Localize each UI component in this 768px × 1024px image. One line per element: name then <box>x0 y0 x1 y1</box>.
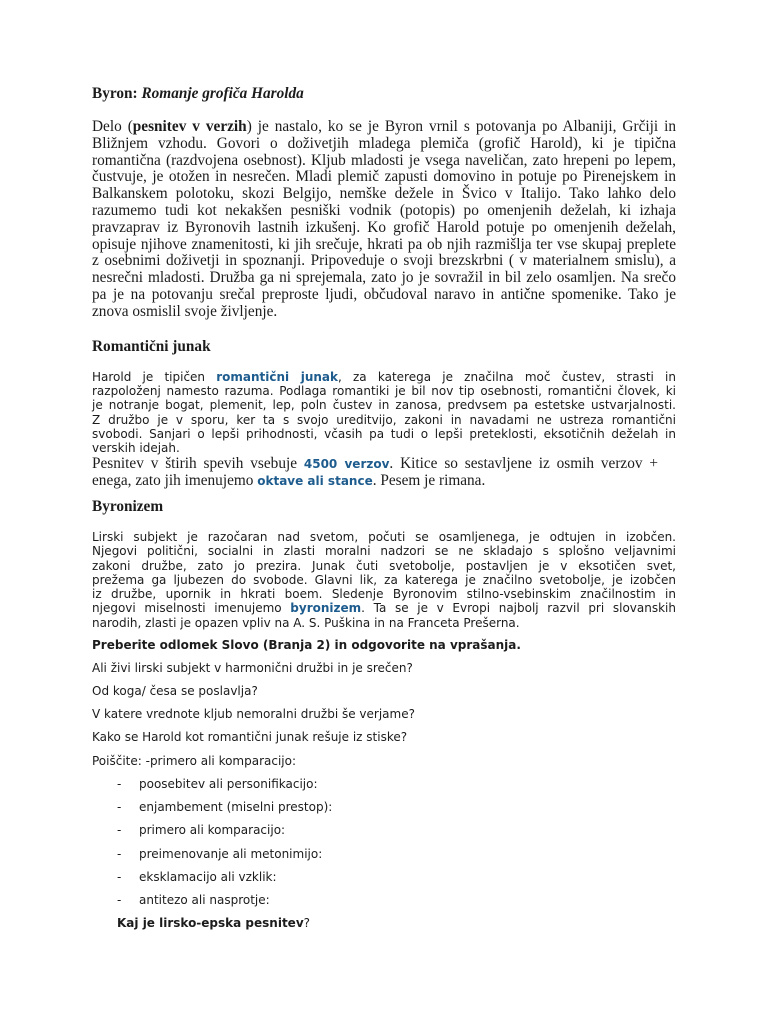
find-prompt: Poiščite: -primero ali komparacijo: <box>92 753 297 768</box>
bullet-dash: - <box>117 893 122 908</box>
list-item-text: eksklamacijo ali vzklik: <box>139 869 277 884</box>
exercise-list <box>92 657 676 936</box>
final-question-mark: ? <box>303 916 311 931</box>
paragraph-line: Z družbo je v sporu, ker ta s svojo ureditvijo, zakoni in navadami ne ustreza romantični <box>92 412 676 427</box>
paragraph-line <box>92 473 658 490</box>
paragraph-line: nesrečni mladosti. Družba ga ni sprejemala, zato jo je sovražil in bil zelo osamljen. Na srečo <box>92 269 676 287</box>
list-item-text: poosebitev ali personifikacijo: <box>139 776 318 791</box>
paragraph-text: Pesnitev v štirih spevih vsebuje <box>92 455 304 472</box>
paragraph-line: narodih, zlasti je opazen vpliv na A. S. Puškina in na Franceta Prešerna. <box>92 615 520 630</box>
list-item <box>92 819 676 842</box>
paragraph-line: opisuje njihove znamenitosti, ki jih srečuje, hkrati pa ob njih razmišlja ter vse skupaj preplete <box>92 235 676 253</box>
exercise-instruction: Preberite odlomek Slovo (Branja 2) in odgovorite na vprašanja. <box>92 638 521 652</box>
question: Ali živi lirski subjekt v harmonični družbi in je srečen? <box>92 660 413 675</box>
paragraph-line: Bližnjem vzhodu. Govori o doživetjih mladega plemiča (grofič Harold), ki je tipična <box>92 134 676 152</box>
list-item <box>92 866 676 889</box>
paragraph-line: svobodi. Sanjari o lepši prihodnosti, včasih pa tudi o lepši preteklosti, eksotičnih deželah in <box>92 426 676 441</box>
final-question-text: Kaj je lirsko-epska pesnitev <box>117 916 304 931</box>
final-question <box>92 912 676 935</box>
hero-paragraph <box>92 370 676 455</box>
paragraph-line: z osebnimi doživetji in spoznanji. Pripoveduje o svoji brezskrbni ( v materialnem smislu), a <box>92 252 676 270</box>
title-work: Romanje grofiča Harolda <box>141 85 304 102</box>
verses-paragraph <box>92 456 658 489</box>
paragraph-line: Balkanskem polotoku, skozi Belgijo, nemške dežele in Švico v Italijo. Tako lahko delo <box>92 185 676 203</box>
bullet-dash: - <box>117 800 122 815</box>
list-item-text: antitezo ali nasprotje: <box>139 893 270 908</box>
document-title <box>92 85 676 102</box>
intro-paragraph <box>92 119 676 321</box>
section-heading-byronism: Byronizem <box>92 498 164 515</box>
paragraph-line: zakoni družbe, zato jo prezira. Junak čuti svetobolje, postavljen je v eksotičen svet, <box>92 558 676 573</box>
paragraph-line: znova osmislil svoje življenje. <box>92 302 278 320</box>
paragraph-text: njegovi miselnosti imenujemo <box>92 601 291 616</box>
bold-term: pesnitev v verzih <box>132 118 247 135</box>
question: Od koga/ česa se poslavlja? <box>92 683 258 698</box>
paragraph-line: Njegovi politični, socialni in zlasti moralni nadzori se ne skladajo s splošno veljavnimi <box>92 544 676 559</box>
title-author: Byron: <box>92 85 138 102</box>
paragraph-text: Delo ( <box>92 118 133 135</box>
paragraph-line: razpoloženj namesto razuma. Podlaga romantiki je bil nov tip osebnosti, romantični človek, ki <box>92 384 676 399</box>
bullet-dash: - <box>117 823 122 838</box>
question: V katere vrednote kljub nemoralni družbi še verjame? <box>92 707 415 722</box>
paragraph-text: , za katerega je značilna moč čustev, strasti in <box>338 370 676 384</box>
paragraph-line <box>92 456 658 473</box>
list-item <box>92 796 676 819</box>
term-highlight: byronizem <box>290 601 362 616</box>
bullet-dash: - <box>117 846 122 861</box>
paragraph-line: pa je na potovanju srečal preproste ljudi, občudoval naravo in antične spomenike. Tako je <box>92 285 676 303</box>
paragraph-text: ) je nastalo, ko se je Byron vrnil s potovanja po Albaniji, Grčiji in <box>246 118 676 135</box>
bullet-dash: - <box>117 776 122 791</box>
paragraph-line <box>92 370 676 384</box>
section-heading-romantic-hero: Romantični junak <box>92 338 211 355</box>
paragraph-line: verskih idejah. <box>92 441 180 456</box>
paragraph-line: razumemo tudi kot nekakšen pesniški vodnik (potopis) po omenjenih deželah, ki izhaja <box>92 201 676 219</box>
paragraph-text: enega, zato jih imenujemo <box>92 471 258 489</box>
paragraph-line: prežema ga ljubezen do svobode. Glavni lik, za katerega je značilno svetobolje, je izobčen <box>92 572 676 587</box>
byronism-paragraph <box>92 530 676 630</box>
list-item <box>92 889 676 912</box>
paragraph-line: romantična (razdvojena osebnost). Kljub mladosti je vsega naveličan, zato hrepeni po lepem, <box>92 151 676 169</box>
paragraph-text: . Kitice so sestavljene iz osmih verzov + <box>389 455 658 472</box>
paragraph-text: Harold je tipičen <box>92 370 217 384</box>
paragraph-line <box>92 119 676 136</box>
paragraph-line: pravzaprav iz Byronovih lastnih izkušenj. Ko grofič Harold potuje po omenjenih deželah, <box>92 218 676 236</box>
paragraph-line: iz družbe, upornik in hkrati boem. Sledenje Byronovim stilno-vsebinskim značilnostim in <box>92 587 676 601</box>
question: Kako se Harold kot romantični junak rešuje iz stiske? <box>92 730 408 745</box>
paragraph-line: je notranje bogat, plemenit, lep, poln čustev in zanosa, predvsem pa estetske ustvarjalnosti. <box>92 398 676 413</box>
list-item-text: enjambement (miselni prestop): <box>139 800 333 815</box>
list-item-text: preimenovanje ali metonimijo: <box>139 846 323 861</box>
term-highlight: 4500 verzov <box>303 457 390 471</box>
list-item <box>92 843 676 866</box>
term-highlight: oktave ali stance <box>257 473 373 488</box>
paragraph-line: Lirski subjekt je razočaran nad svetom, počuti se osamljenega, je odtujen in izobčen. <box>92 530 676 544</box>
bullet-dash: - <box>117 869 122 884</box>
paragraph-line <box>92 601 676 615</box>
list-item <box>92 773 676 796</box>
paragraph-text: . Pesem je rimana. <box>372 471 486 489</box>
paragraph-line: čustvuje, je otožen in nesrečen. Mladi plemič zapusti domovino in potuje po Pirenejskem in <box>92 168 676 186</box>
list-item-text: primero ali komparacijo: <box>139 823 286 838</box>
paragraph-text: . Ta se je v Evropi najbolj razvil pri slovanskih <box>361 601 676 616</box>
term-highlight: romantični junak <box>216 370 338 384</box>
